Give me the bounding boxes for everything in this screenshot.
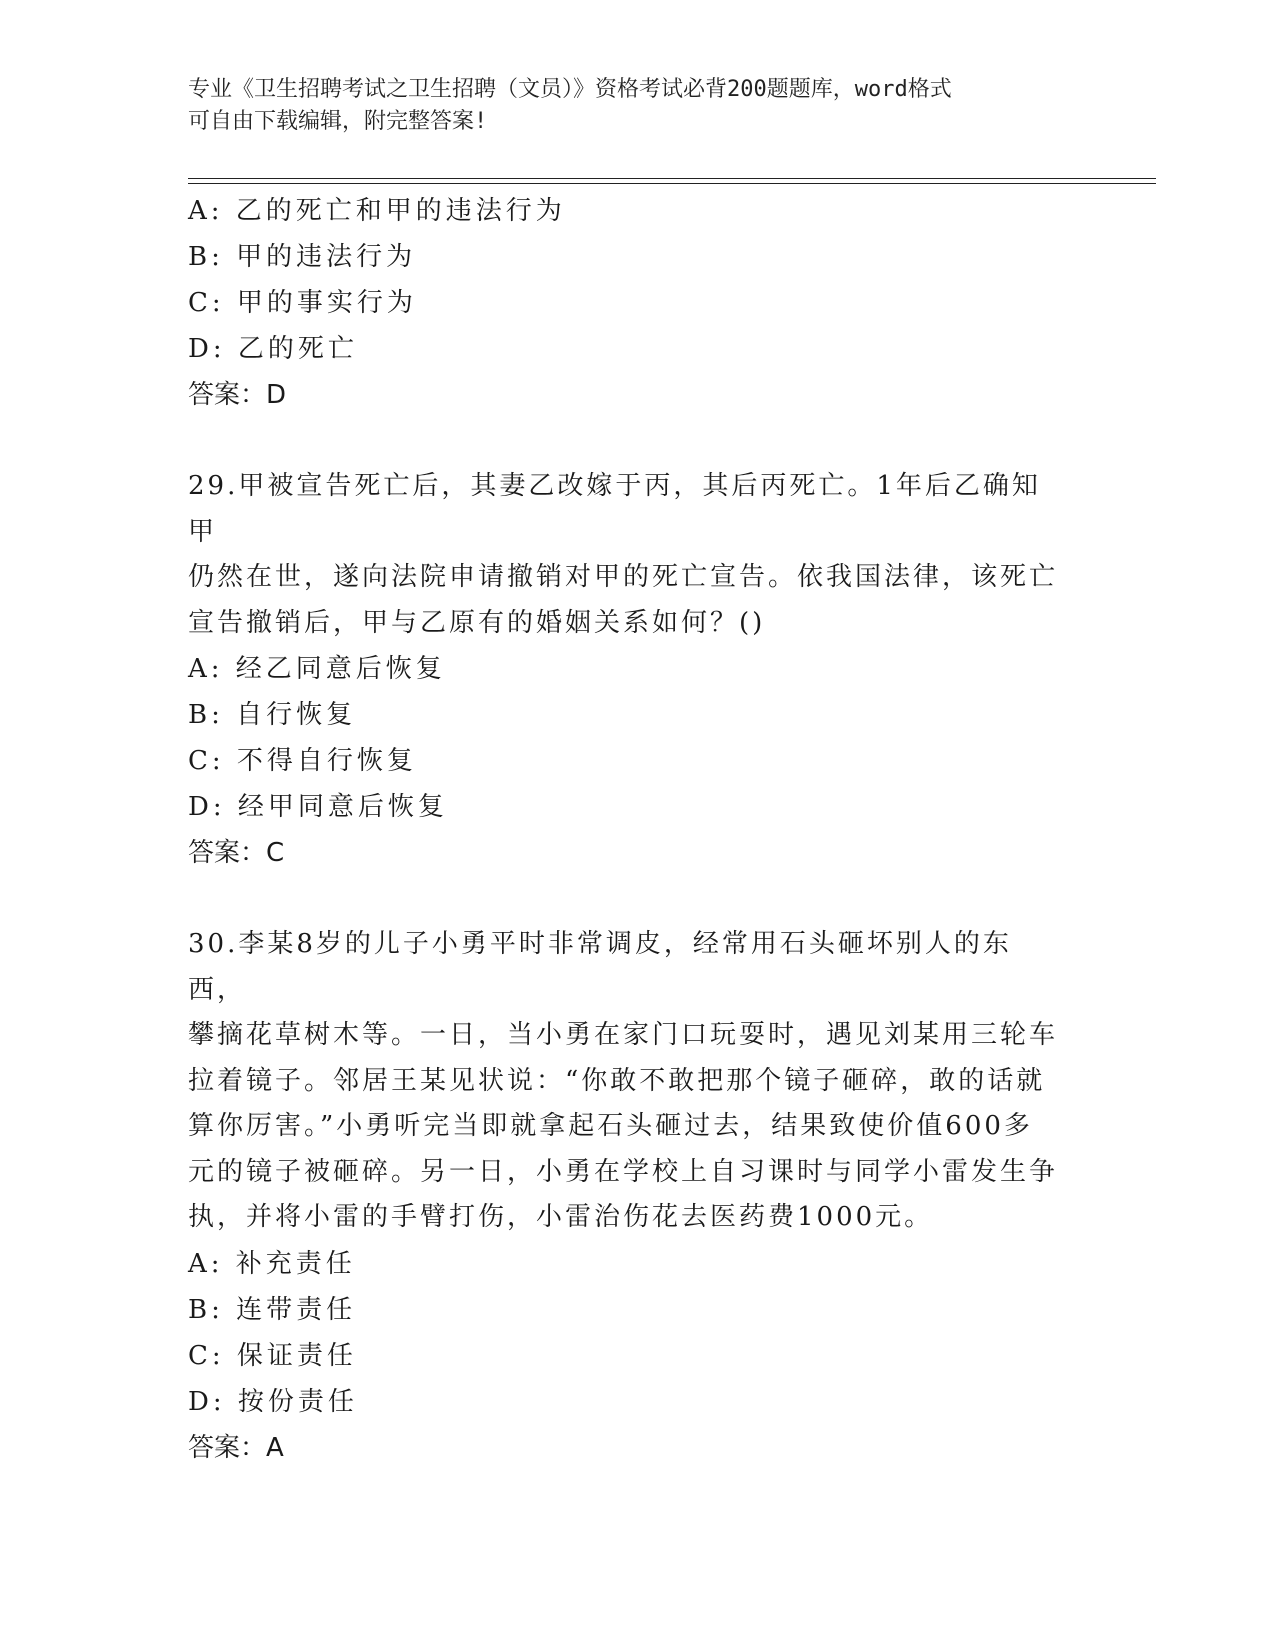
question-stem-line: 仍然在世，遂向法院申请撤销对甲的死亡宣告。依我国法律，该死亡	[188, 562, 1059, 592]
option-d: D: 经甲同意后恢复	[188, 792, 448, 822]
question-28-block	[188, 188, 1068, 418]
spacer	[188, 418, 1068, 464]
question-30-block	[188, 922, 1068, 1471]
option-c: C: 甲的事实行为	[188, 288, 417, 318]
option-d: D: 乙的死亡	[188, 334, 358, 364]
header-divider-top	[188, 178, 1156, 179]
question-29-block	[188, 464, 1068, 876]
option-a: A: 经乙同意后恢复	[188, 654, 446, 684]
question-list	[188, 188, 1068, 1471]
option-c: C: 保证责任	[188, 1340, 357, 1371]
question-stem-line: 30.李某8岁的儿子小勇平时非常调皮，经常用石头砸坏别人的东西，	[188, 929, 1012, 1005]
option-c: C: 不得自行恢复	[188, 746, 417, 776]
option-b: B: 自行恢复	[188, 700, 357, 730]
option-b: B: 甲的违法行为	[188, 242, 417, 272]
header-title-line-1: 专业《卫生招聘考试之卫生招聘（文员）》资格考试必背200题题库，word格式	[188, 77, 952, 102]
answer-line: 答案：A	[188, 1432, 284, 1463]
question-stem-line: 宣告撤销后，甲与乙原有的婚姻关系如何？()	[188, 607, 766, 638]
question-stem-line: 算你厉害。”小勇听完当即就拿起石头砸过去，结果致使价值600多	[188, 1111, 1033, 1141]
option-a: A: 补充责任	[188, 1248, 356, 1279]
question-stem-line: 元的镜子被砸碎。另一日，小勇在学校上自习课时与同学小雷发生争	[188, 1156, 1059, 1187]
header-divider-bottom	[188, 183, 1156, 184]
option-d: D: 按份责任	[188, 1386, 358, 1417]
option-a: A: 乙的死亡和甲的违法行为	[188, 196, 566, 226]
answer-line: 答案：C	[188, 838, 285, 868]
question-stem-line: 拉着镜子。邻居王某见状说：“你敢不敢把那个镜子砸碎，敢的话就	[188, 1065, 1046, 1096]
question-stem-line: 29.甲被宣告死亡后，其妻乙改嫁于丙，其后丙死亡。1年后乙确知甲	[188, 471, 1041, 547]
header-title-line-2: 可自由下载编辑，附完整答案!	[188, 109, 488, 134]
answer-line: 答案：D	[188, 380, 287, 410]
question-stem-line: 执，并将小雷的手臂打伤，小雷治伤花去医药费1000元。	[188, 1202, 934, 1232]
question-stem-line: 攀摘花草树木等。一日，当小勇在家门口玩耍时，遇见刘某用三轮车	[188, 1020, 1059, 1050]
document-header	[188, 74, 1068, 138]
spacer	[188, 876, 1068, 922]
option-b: B: 连带责任	[188, 1294, 357, 1325]
